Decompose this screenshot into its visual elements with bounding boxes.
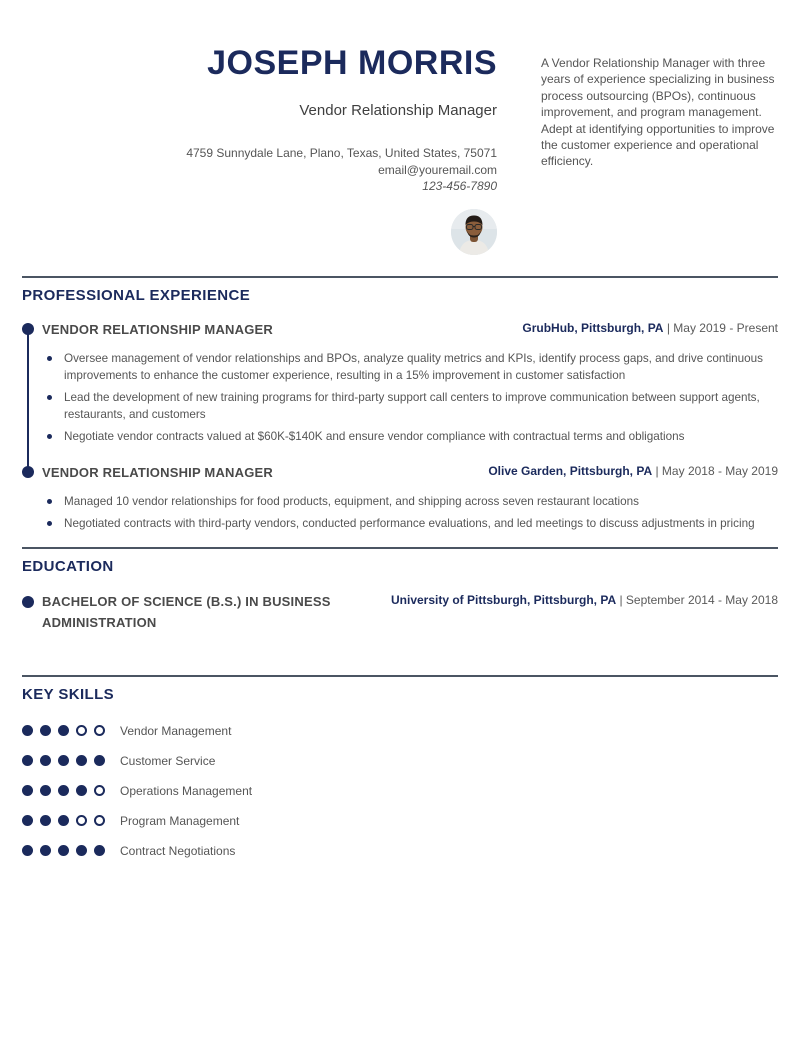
entry-dates: | May 2019 - Present bbox=[666, 320, 778, 335]
skill-rating-dots bbox=[22, 785, 120, 796]
skill-dot bbox=[22, 785, 33, 796]
skill-label: Vendor Management bbox=[120, 723, 232, 738]
skill-dot bbox=[76, 815, 87, 826]
skills-heading: KEY SKILLS bbox=[22, 685, 115, 703]
bullet-item: Oversee management of vendor relationships and BPOs, analyze quality metrics and KPIs, identify process gaps, and drive continuous improvements to enhance the customer experience, resulting in a 15% improvement in customer satisfaction bbox=[22, 350, 778, 384]
skill-dot bbox=[94, 845, 105, 856]
degree-group bbox=[22, 591, 362, 633]
bullet-item: Lead the development of new training programs for third-party support call centers to improve communication between support agents, restaurants, and customers bbox=[22, 389, 778, 423]
skill-dot bbox=[40, 785, 51, 796]
timeline-dot bbox=[22, 596, 34, 608]
skill-row bbox=[22, 836, 778, 866]
skill-rating-dots bbox=[22, 755, 120, 766]
section-divider bbox=[22, 547, 778, 549]
skill-row bbox=[22, 776, 778, 806]
entry-dates: | May 2018 - May 2019 bbox=[655, 463, 778, 478]
skill-row bbox=[22, 746, 778, 776]
section-skills bbox=[22, 675, 778, 866]
skill-dot bbox=[76, 725, 87, 736]
experience-heading: PROFESSIONAL EXPERIENCE bbox=[22, 286, 251, 304]
header-identity bbox=[22, 46, 497, 255]
skill-dot bbox=[58, 845, 69, 856]
skill-dot bbox=[22, 755, 33, 766]
education-heading: EDUCATION bbox=[22, 557, 114, 575]
skill-dot bbox=[94, 755, 105, 766]
entry-title: VENDOR RELATIONSHIP MANAGER bbox=[42, 464, 273, 480]
person-photo-icon bbox=[451, 209, 497, 255]
avatar-container bbox=[22, 209, 497, 255]
entry-header bbox=[22, 462, 778, 483]
skill-row bbox=[22, 716, 778, 746]
skill-label: Customer Service bbox=[120, 753, 216, 768]
entry-meta bbox=[488, 462, 778, 478]
education-dates: | September 2014 - May 2018 bbox=[619, 592, 778, 607]
bullet-list bbox=[22, 350, 778, 445]
candidate-name: JOSEPH MORRIS bbox=[207, 44, 497, 82]
bullet-item: Managed 10 vendor relationships for food products, equipment, and shipping across seven restaurant locations bbox=[22, 493, 778, 510]
skill-dot bbox=[76, 785, 87, 796]
candidate-job-title: Vendor Relationship Manager bbox=[299, 102, 497, 119]
experience-entry bbox=[22, 319, 778, 445]
email-text: email@youremail.com bbox=[378, 162, 497, 177]
entry-company: Olive Garden, Pittsburgh, PA bbox=[488, 463, 653, 478]
bullet-item: Negotiate vendor contracts valued at $60K-$140K and ensure vendor compliance with contractual terms and obligations bbox=[22, 428, 778, 445]
skill-dot bbox=[58, 725, 69, 736]
entry-title-group bbox=[22, 462, 273, 483]
summary-column bbox=[541, 46, 778, 255]
timeline-dot bbox=[22, 323, 34, 335]
avatar bbox=[451, 209, 497, 255]
skill-dot bbox=[40, 845, 51, 856]
skill-label: Program Management bbox=[120, 813, 240, 828]
section-experience bbox=[22, 276, 778, 532]
entry-header bbox=[22, 319, 778, 340]
experience-entries bbox=[22, 319, 778, 532]
contact-block bbox=[22, 145, 497, 195]
skill-dot bbox=[40, 755, 51, 766]
skill-dot bbox=[76, 755, 87, 766]
education-entry bbox=[22, 591, 778, 633]
skill-rating-dots bbox=[22, 815, 120, 826]
skill-dot bbox=[76, 845, 87, 856]
skill-label: Contract Negotiations bbox=[120, 843, 236, 858]
skill-dot bbox=[40, 725, 51, 736]
skill-dot bbox=[58, 785, 69, 796]
bullet-list bbox=[22, 493, 778, 532]
skill-row bbox=[22, 806, 778, 836]
header bbox=[22, 46, 778, 255]
degree-title: BACHELOR OF SCIENCE (B.S.) IN BUSINESS ADMINISTRATION bbox=[42, 593, 331, 630]
section-divider bbox=[22, 276, 778, 278]
section-divider bbox=[22, 675, 778, 677]
entry-title-group bbox=[22, 319, 273, 340]
phone-text: 123-456-7890 bbox=[422, 179, 497, 193]
skill-dot bbox=[22, 815, 33, 826]
experience-entry bbox=[22, 462, 778, 532]
skill-label: Operations Management bbox=[120, 783, 253, 798]
skill-dot bbox=[58, 755, 69, 766]
section-education bbox=[22, 547, 778, 633]
skill-dot bbox=[22, 845, 33, 856]
address-text: 4759 Sunnydale Lane, Plano, Texas, United States, 75071 bbox=[186, 146, 497, 160]
skill-rating-dots bbox=[22, 725, 120, 736]
skill-rating-dots bbox=[22, 845, 120, 856]
skill-dot bbox=[22, 725, 33, 736]
bullet-item: Negotiated contracts with third-party vendors, conducted performance evaluations, and led meetings to discuss adjustments in pricing bbox=[22, 515, 778, 532]
timeline-dot bbox=[22, 466, 34, 478]
education-meta bbox=[391, 591, 778, 633]
skill-dot bbox=[94, 725, 105, 736]
skill-dot bbox=[40, 815, 51, 826]
skill-dot bbox=[94, 785, 105, 796]
skills-list bbox=[22, 716, 778, 866]
entry-meta bbox=[522, 319, 778, 335]
school-name: University of Pittsburgh, Pittsburgh, PA bbox=[390, 592, 617, 607]
entry-title: VENDOR RELATIONSHIP MANAGER bbox=[42, 321, 273, 337]
profile-summary: A Vendor Relationship Manager with three years of experience specializing in business process outsourcing (BPOs), continuous improvement, and program management. Adept at identifying opportunities to improve the customer experience and operational efficiency. bbox=[541, 56, 775, 169]
entry-company: GrubHub, Pittsburgh, PA bbox=[522, 320, 664, 335]
skill-dot bbox=[94, 815, 105, 826]
skill-dot bbox=[58, 815, 69, 826]
